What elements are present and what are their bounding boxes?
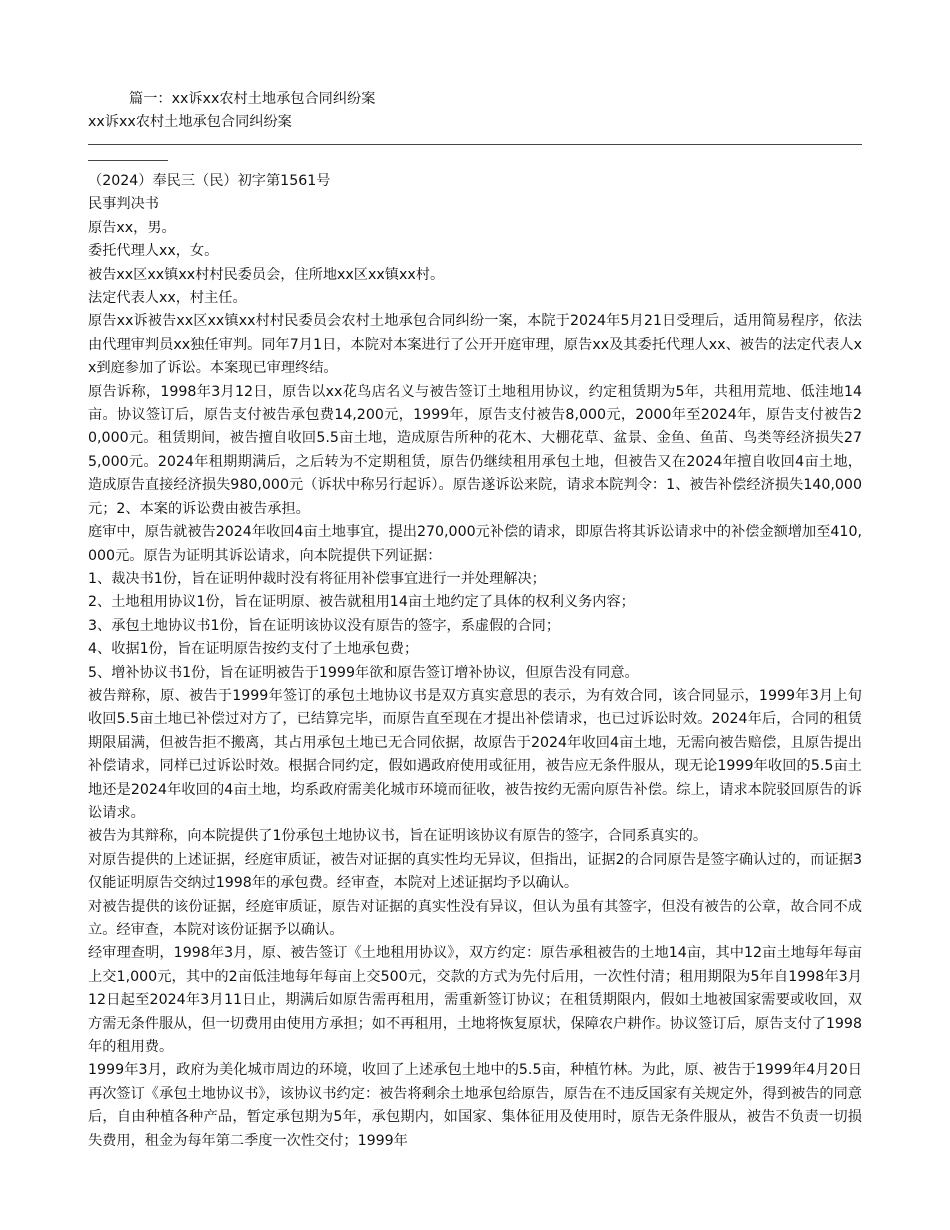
cross-examination-paragraph: 对原告提供的上述证据，经庭审质证，被告对证据的真实性均无异议，但指出，证据2的合同原告是签字确认过的，而证据3仅能证明原告交纳过1998年的承包费。经审查，本院对上述证据均予以确认。 [88, 851, 862, 892]
case-intro-paragraph: 原告xx诉被告xx区xx镇xx村村民委员会农村土地承包合同纠纷一案，本院于2024年5月21日受理后，适用简易程序，依法由代理审判员xx独任审判。同年7月1日，本院对本案进行了公开开庭审理，原告xx及其委托代理人xx、被告的法定代表人xx到庭参加了诉讼。本案现已审理终结。 [88, 313, 862, 377]
plaintiff-line: 原告xx，男。 [88, 219, 176, 236]
horizontal-rule [88, 144, 862, 145]
legal-representative-line: 法定代表人xx，村主任。 [88, 290, 247, 307]
findings-paragraph: 1999年3月，政府为美化城市周边的环境，收回了上述承包土地中的5.5亩，种植竹林。为此，原、被告于1999年4月20日再次签订《承包土地协议书》，该协议书约定：被告将剩余土地承包给原告，原告在不违反国家有关规定外，得到被告的同意后，自由种植各种产品，暂定承包期为5年，承包期内，如国家、集体征用及使用时，原告无条件服从，被告不负责一切损失费用，租金为每年第二季度一次性交付；1999年 [88, 1062, 862, 1149]
judgment-body [88, 170, 862, 1153]
evidence-item: 2、土地租用协议1份，旨在证明原、被告就租用14亩土地约定了具体的权利义务内容； [88, 594, 635, 611]
short-rule [88, 160, 168, 161]
evidence-item: 3、承包土地协议书1份，旨在证明该协议没有原告的签字，系虚假的合同； [88, 617, 561, 634]
defense-paragraph: 被告辩称，原、被告于1999年签订的承包土地协议书是双方真实意思的表示，为有效合同，该合同显示，1999年3月上旬收回5.5亩土地已补偿过对方了，已结算完毕，而原告直至现在才提出补偿请求，也已过诉讼时效。2024年后，合同的租赁期限届满，但被告拒不搬离，其占用承包土地已无合同依据，故原告于2024年收回4亩土地，无需向被告赔偿，且原告提出补偿请求，同样已过诉讼时效。根据合同约定，假如遇政府使用或征用，被告应无条件服从，现无论1999年收回的5.5亩土地还是2024年收回的4亩土地，均系政府需美化城市环境而征收，被告按约无需向原告补偿。综上，请求本院驳回原告的诉讼请求。 [88, 687, 862, 821]
evidence-item: 5、增补协议书1份，旨在证明被告于1999年欲和原告签订增补协议，但原告没有同意。 [88, 664, 639, 681]
findings-paragraph: 经审理查明，1998年3月，原、被告签订《土地租用协议》，双方约定：原告承租被告的土地14亩，其中12亩土地每年每亩上交1,000元，其中的2亩低洼地每年每亩上交500元，交款的方式为先付后用，一次性付清；租用期限为5年自1998年3月12日起至2024年3月11日止，期满后如原告需再租用，需重新签订协议；在租赁期限内，假如土地被国家需要或收回，双方需无条件服从，但一切费用由使用方承担；如不再租用，土地将恢复原状，保障农户耕作。协议签订后，原告支付了1998年的租用费。 [88, 945, 862, 1056]
plaintiff-claim-paragraph: 原告诉称，1998年3月12日，原告以xx花鸟店名义与被告签订土地租用协议，约定租赁期为5年，共租用荒地、低洼地14亩。协议签订后，原告支付被告承包费14,200元，1999年，原告支付被告8,000元，2000年至2024年，原告支付被告20,000元。租赁期间，被告擅自收回5.5亩土地，造成原告所种的花木、大棚花草、盆景、金鱼、鱼苗、鸟类等经济损失275,000元。2024年租期期满后，之后转为不定期租赁，原告仍继续租用承包土地，但被告又在2024年擅自收回4亩土地，造成原告直接经济损失980,000元（诉状中称另行起诉）。原告遂诉讼来院，请求本院判令：1、被告补偿经济损失140,000元；2、本案的诉讼费由被告承担。 [88, 383, 862, 517]
case-number: （2024）奉民三（民）初字第1561号 [88, 173, 331, 189]
evidence-item: 4、收据1份，旨在证明原告按约支付了土地承包费； [88, 641, 419, 658]
evidence-item: 1、裁决书1份，旨在证明仲裁时没有将征用补偿事宜进行一并处理解决； [88, 570, 546, 587]
cross-examination-paragraph: 对被告提供的该份证据，经庭审质证，原告对证据的真实性没有异议，但认为虽有其签字，但没有被告的公章，故合同不成立。经审查，本院对该份证据予以确认。 [88, 898, 862, 938]
document-heading-indented: 篇一：xx诉xx农村土地承包合同纠纷案 [129, 91, 376, 107]
defendant-evidence-paragraph: 被告为其辩称，向本院提供了1份承包土地协议书，旨在证明该协议有原告的签字，合同系真实的。 [88, 828, 708, 845]
trial-paragraph: 庭审中，原告就被告2024年收回4亩土地事宜，提出270,000元补偿的请求，即原告将其诉讼请求中的补偿金额增加至410,000元。原告为证明其诉讼请求，向本院提供下列证据： [88, 524, 862, 564]
document-heading: xx诉xx农村土地承包合同纠纷案 [88, 114, 292, 130]
document-type: 民事判决书 [88, 196, 159, 213]
defendant-line: 被告xx区xx镇xx村村民委员会，住所地xx区xx镇xx村。 [88, 266, 445, 283]
document-page [88, 88, 862, 1153]
agent-line: 委托代理人xx，女。 [88, 243, 219, 260]
